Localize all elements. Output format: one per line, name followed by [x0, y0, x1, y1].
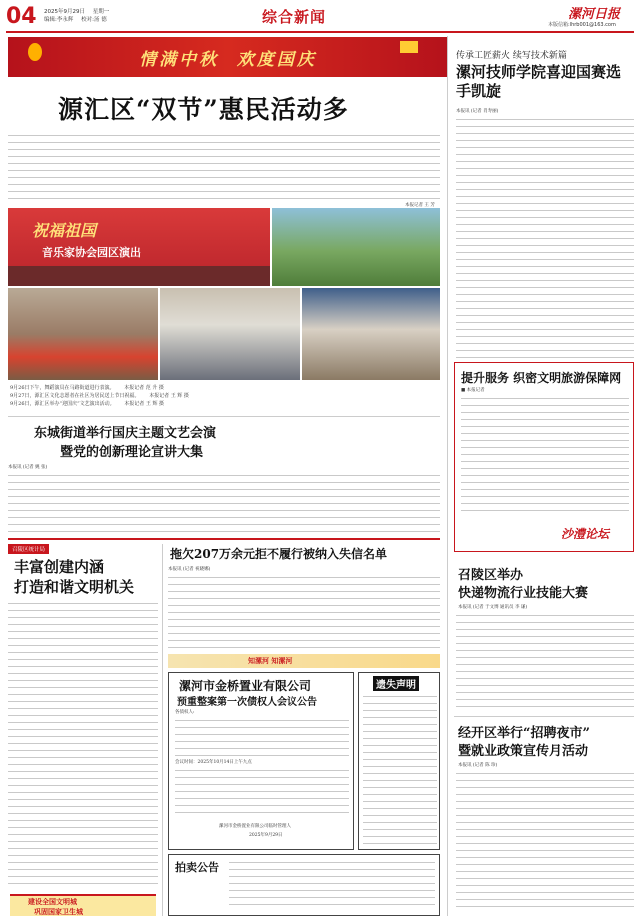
bottom-left-tag: 召陵区统计局 [8, 544, 49, 554]
meeting-ad-title-line1: 漯河市金桥置业有限公司 [179, 679, 312, 693]
lost-notice-body-text [363, 693, 437, 845]
meeting-ad-date: 2025年9月29日 [249, 833, 283, 838]
opinion-body-text [461, 395, 629, 515]
meeting-ad-issuer: 漯河市金桥置业有限公司临时管理人 [219, 824, 291, 829]
badge-line1: 建设全国文明城 [28, 897, 77, 906]
auction-notice-title: 拍卖公告 [175, 861, 219, 874]
civilization-badge [10, 894, 156, 916]
lead-byline: 本报记者 王 芳 [405, 203, 435, 208]
side-kicker: 传承工匠薪火 续写技术新篇 [456, 51, 567, 61]
section-title: 综合新闻 [262, 8, 327, 26]
court-byline: 本报讯 (记者 祝晓娜) [168, 567, 211, 572]
bottom-left-body-text [8, 600, 158, 890]
caption-3-credit: 本报记者 王 辉 摄 [124, 401, 165, 407]
lead-title: 源汇区“双节”惠民活动多 [58, 95, 349, 124]
weekday: 星期一 [92, 9, 110, 15]
lost-notice-title: 遗失声明 [373, 676, 419, 691]
zhaoling-byline: 本报讯 (记者 于文博 通讯员 李 谦) [458, 605, 528, 610]
side-byline: 本报讯 (记者 肖寿丽) [456, 109, 499, 114]
lead-body-text [8, 132, 440, 199]
night-market-byline: 本报讯 (记者 陈 珍) [458, 763, 498, 768]
page-number: 04 [6, 4, 37, 29]
badge-line2: 巩固国家卫生城 [34, 907, 83, 916]
email: 本版信箱:lhrb001@163.com [548, 22, 616, 28]
court-title: 拖欠207万余元拒不履行被纳入失信名单 [170, 547, 388, 561]
lead-photo-park [272, 208, 440, 286]
night-market-title-line1: 经开区举行“招聘夜市” [458, 726, 590, 741]
east-byline: 本报讯 (记者 姚 张) [8, 465, 48, 470]
proofreader: 校对:汤 德 [81, 17, 107, 23]
court-body-text [168, 574, 440, 650]
paper-name-logo: 漯河日报 [568, 7, 621, 22]
lead-photo-crowd [302, 288, 440, 380]
opinion-box [454, 362, 634, 552]
bottom-left-title-line2: 打造和谐文明机关 [14, 578, 135, 596]
opinion-byline: ■ 本报记者 [461, 388, 485, 393]
slogan-text: 知漯河 知漯河 [248, 656, 293, 665]
editor: 编辑:李永辉 [44, 17, 74, 23]
east-title-line2: 暨党的创新理论宣讲大集 [60, 445, 204, 460]
night-market-body-text [456, 770, 634, 910]
meeting-ad-title-line2: 预重整案第一次债权人会议公告 [177, 697, 317, 708]
opinion-title: 提升服务 织密文明旅游保障网 [461, 371, 622, 385]
meeting-ad-body-text [175, 717, 349, 757]
lost-notice [358, 672, 440, 850]
banner-text: 情满中秋 欢度国庆 [139, 50, 317, 70]
bottom-left-title-line1: 丰富创建内涵 [14, 558, 105, 576]
side-title: 漯河技师学院喜迎国赛选手凯旋 [456, 63, 622, 100]
caption-1: 9月26日下午，舞蹈演员在马路街道进行表演。 [10, 385, 115, 391]
caption-2: 9月27日，源汇区文化志愿者在社区为居民送上节日祝福。 [10, 393, 140, 399]
side-body-text [456, 116, 634, 360]
zhaoling-title-line2: 快递物流行业技能大赛 [458, 586, 589, 601]
caption-2-credit: 本报记者 王 辉 摄 [149, 393, 189, 399]
zhaoling-title-line1: 召陵区举办 [458, 568, 524, 583]
photo-banner-line1: 祝福祖国 [32, 221, 97, 240]
slogan-banner [168, 654, 440, 668]
night-market-title-line2: 暨就业政策宣传月活动 [458, 744, 589, 759]
caption-3: 9月26日，源汇区举办“迎国庆”文艺演出活动。 [10, 401, 115, 407]
east-body-text [8, 472, 440, 532]
east-title-line1: 东城街道举行国庆主题文艺会演 [34, 426, 217, 441]
zhaoling-body-text [456, 612, 634, 712]
photo-banner-line2: 音乐家协会园区演出 [42, 246, 141, 259]
auction-notice-body-text [229, 859, 435, 911]
meeting-ad-time: 会议时间：2025年10月14日上午九点 [175, 760, 252, 765]
lead-photo-volunteers [160, 288, 300, 380]
auction-notice [168, 854, 440, 916]
lead-photo-dance [8, 288, 158, 380]
issue-date: 2025年9月29日 [44, 9, 85, 15]
meeting-ad [168, 672, 354, 850]
meeting-ad-detail-text [175, 767, 349, 817]
festival-banner [8, 37, 448, 77]
meeting-ad-label: 各债权人: [175, 710, 195, 715]
opinion-column-logo: 沙澧论坛 [561, 527, 610, 541]
lead-photo-stage [8, 208, 270, 286]
caption-1-credit: 本报记者 范 升 摄 [124, 385, 164, 391]
